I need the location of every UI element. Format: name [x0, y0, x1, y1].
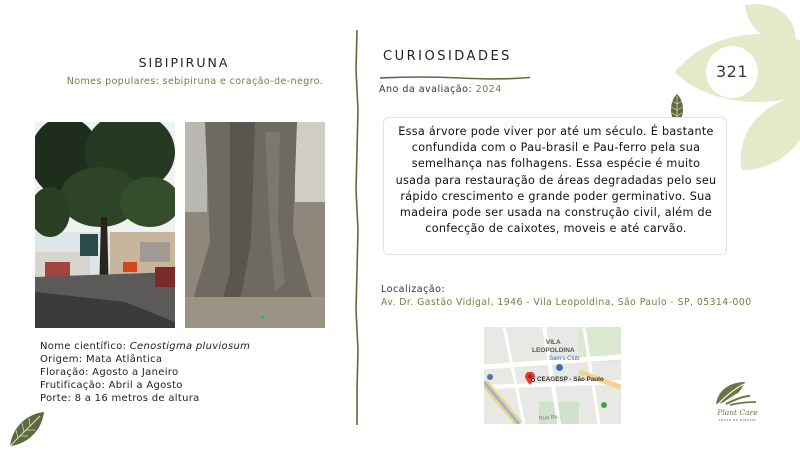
evaluation-year: [379, 84, 502, 95]
poi-dot-icon: [531, 378, 535, 382]
tree-photo: [35, 122, 175, 328]
size-row: Porte: 8 a 16 metros de altura: [40, 393, 200, 404]
map-district-line1: VILA: [545, 339, 561, 346]
popular-names: Nomes populares: sebipiruna e coração-de-negro.: [66, 76, 324, 87]
brand-tagline: censo de plantas: [718, 418, 757, 422]
scientific-name-row: [40, 340, 250, 353]
flowering-row: Floração: Agosto a Janeiro: [40, 367, 179, 378]
location-map[interactable]: [484, 327, 621, 424]
map-poi-store: Sam's Club: [549, 356, 580, 362]
evaluation-year-label: Ano da avaliação:: [379, 84, 476, 95]
leaf-icon: [8, 408, 48, 448]
curiosity-text: Essa árvore pode viver por até um século. É bastante confundida com o Pau-brasil e Pau-ferro pela sua semelhança nas folhagens. Essa espécie é muito usada para restauração de áreas degradadas pelo seu rápido crescimento e grande poder germinativo. Sua madeira pode ser usada na construção civil, além de confecção de caixotes, moveis e até carvão.: [395, 125, 717, 236]
title-underline: [380, 66, 530, 72]
species-facts: [40, 340, 250, 405]
map-district-line2: LEOPOLDINA: [532, 347, 575, 354]
scientific-name-label: Nome científico:: [40, 341, 130, 352]
scientific-name-value: Cenostigma pluviosum: [129, 341, 251, 352]
origin-row: Origem: Mata Atlântica: [40, 354, 163, 365]
map-district-label: [532, 339, 575, 355]
map-poi-main: CEAGESP - São Paulo: [537, 376, 604, 383]
column-divider: [352, 30, 362, 425]
map-street-label: Rua Ra...: [538, 413, 563, 423]
evaluation-year-value: 2024: [475, 84, 502, 95]
species-title: SIBIPIRUNA: [138, 55, 230, 70]
trunk-photo: [185, 122, 325, 328]
store-pin-icon: [556, 364, 563, 371]
location-address[interactable]: Av. Dr. Gastão Vidigal, 1946 - Vila Leopoldina, São Paulo - SP, 05314-000: [381, 297, 752, 308]
brand-name: Plant Care: [717, 408, 758, 417]
location-label: Localização:: [381, 284, 446, 295]
curiosities-title: CURIOSIDADES: [383, 49, 512, 64]
fruiting-row: Frutificação: Abril a Agosto: [40, 380, 183, 391]
tree-number: 321: [715, 62, 749, 81]
